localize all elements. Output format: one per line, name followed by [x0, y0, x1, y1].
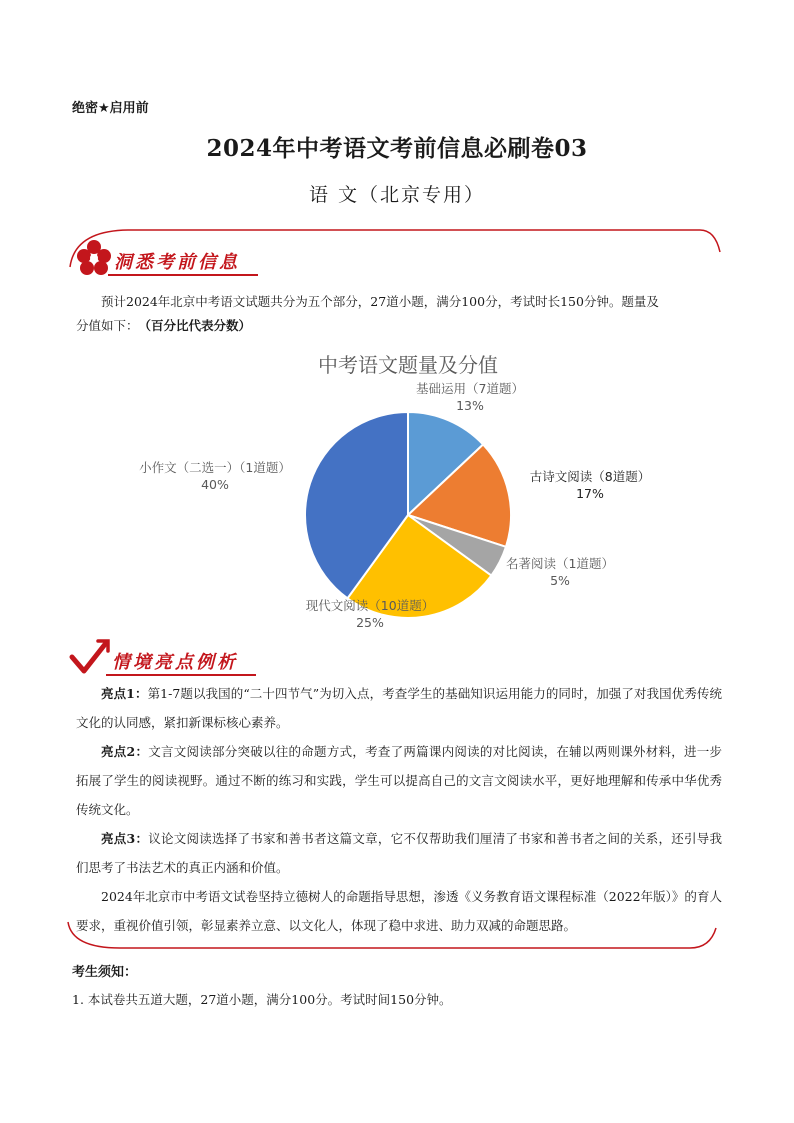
section1-title: 洞悉考前信息: [114, 252, 240, 273]
checkmark-arrow-icon: [68, 637, 112, 679]
pie-slices: [305, 412, 511, 618]
slice-value: 40%: [201, 477, 229, 492]
intro-line2: 分值如下：: [76, 318, 139, 333]
slice-label: 名著阅读（1道题）: [506, 556, 614, 571]
chart-title: 中考语文题量及分值: [318, 353, 498, 377]
slice-label: 古诗文阅读（8道题）: [529, 469, 651, 484]
intro-line1: 预计2024年北京中考语文试题共分为五个部分，27道小题，满分100分，考试时长150分钟。题量及: [101, 294, 659, 309]
exam-title: 2024年中考语文考前信息必刷卷03: [206, 135, 588, 162]
intro-paragraph: [76, 290, 722, 338]
slice-label: 现代文阅读（10道题）: [305, 598, 435, 613]
slice-value: 5%: [550, 573, 570, 588]
section2-underline: [106, 674, 256, 676]
notice-label: 考生须知：: [72, 965, 138, 980]
pie-chart: [110, 338, 700, 638]
slice-value: 17%: [576, 486, 604, 501]
closing-paragraph: 2024年北京市中考语文试卷坚持立德树人的命题指导思想，渗透《义务教育语文课程标准（2022年版）》的育人要求，重视价值引领，彰显素养立意、以文化人，体现了稳中求进、助力双减的命题思路。: [76, 889, 722, 933]
intro-note: （百分比代表分数）: [138, 318, 252, 333]
exam-subtitle: 语 文（北京专用）: [308, 184, 486, 206]
highlight-1: 亮点1：第1-7题以我国的“二十四节气”为切入点，考查学生的基础知识运用能力的同时，加强了对我国优秀传统文化的认同感，紧扣新课标核心素养。: [76, 686, 722, 730]
section-frame-bottom: [60, 918, 725, 954]
flower-icon: [74, 238, 114, 278]
slice-label: 小作文（二选一）（1道题）: [139, 460, 291, 475]
slice-label: 基础运用（7道题）: [416, 381, 524, 396]
confidential-mark: 绝密★启用前: [72, 101, 149, 116]
notice-item: 1. 本试卷共五道大题，27道小题，满分100分。考试时间150分钟。: [72, 992, 452, 1007]
section1-underline: [108, 274, 258, 276]
slice-value: 25%: [356, 615, 384, 630]
highlight-3: 亮点3：议论文阅读选择了书家和善书者这篇文章，它不仅帮助我们厘清了书家和善书者之间的关系，还引导我们思考了书法艺术的真正内涵和价值。: [76, 831, 722, 875]
highlights-block: [76, 679, 722, 940]
highlight-2: 亮点2：文言文阅读部分突破以往的命题方式，考查了两篇课内阅读的对比阅读，在辅以两则课外材料，进一步拓展了学生的阅读视野。通过不断的练习和实践，学生可以提高自己的文言文阅读水平，更好地理解和传承中华优秀传统文化。: [76, 744, 722, 817]
slice-value: 13%: [456, 398, 484, 413]
section2-title: 情境亮点例析: [112, 652, 238, 673]
